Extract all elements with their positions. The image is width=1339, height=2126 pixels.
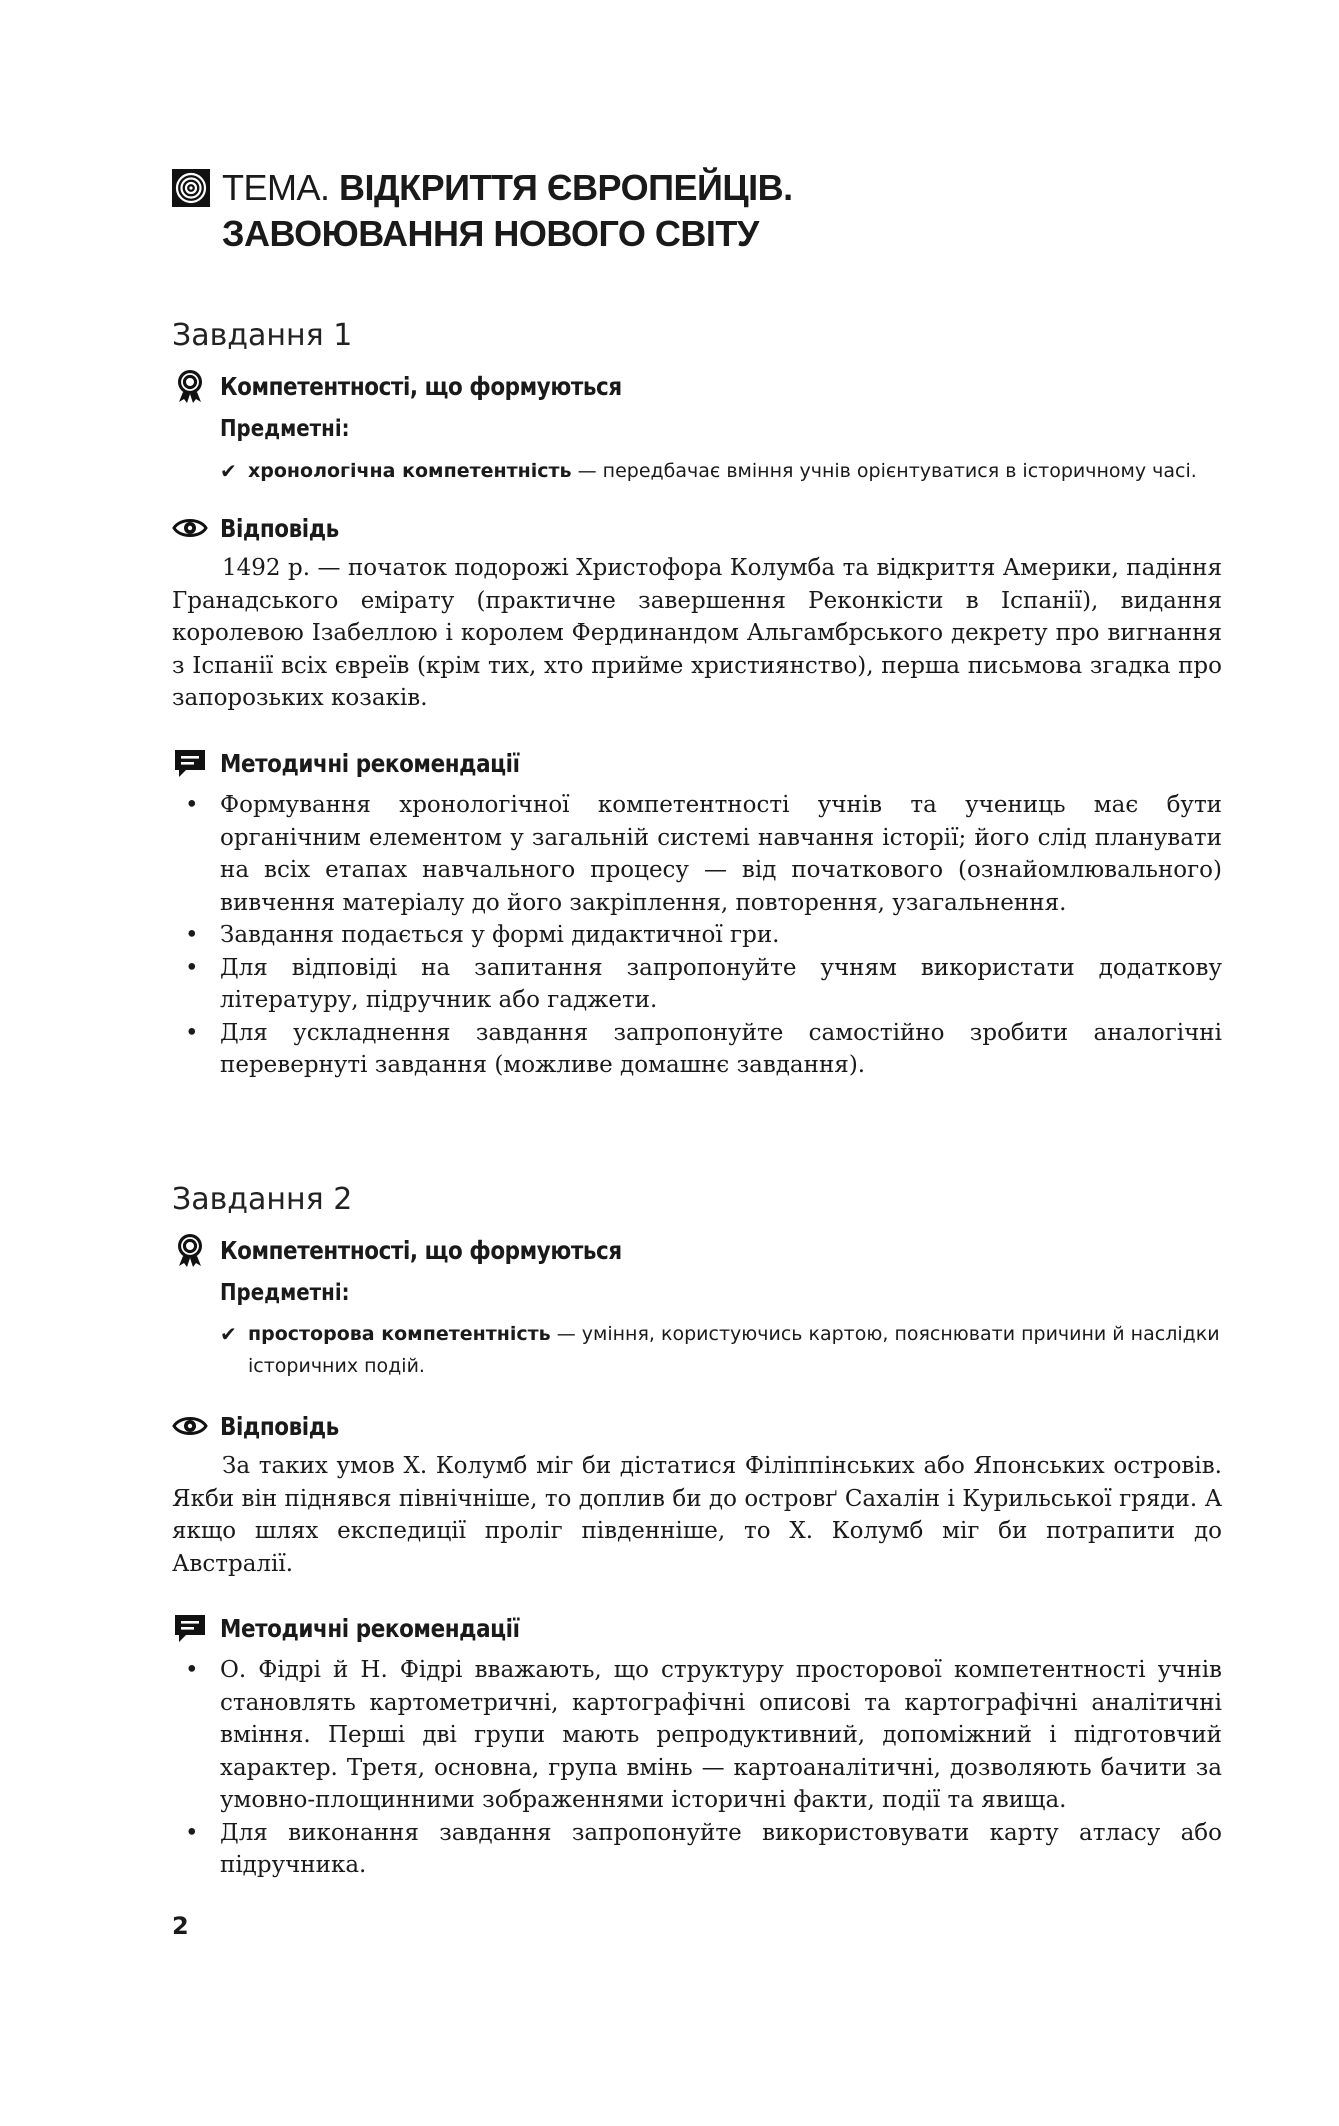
- methods-heading-text: Методичні рекомендації: [220, 1613, 520, 1643]
- list-item: • Для виконання завдання запропонуйте використовувати карту атласу або підручника.: [185, 1817, 1222, 1882]
- topic-prefix: ТЕМА.: [222, 167, 330, 208]
- subject-label: Предметні:: [220, 416, 350, 442]
- topic-header: [172, 165, 1172, 257]
- topic-title-line1: ВІДКРИТТЯ ЄВРОПЕЙЦІВ.: [339, 167, 793, 208]
- answer-heading-text: Відповідь: [220, 513, 339, 543]
- methods-heading-text: Методичні рекомендації: [220, 748, 520, 778]
- competence-item: [220, 1318, 1240, 1382]
- answer-heading-text: Відповідь: [220, 1411, 339, 1441]
- checkmark-icon: ✔: [220, 1322, 237, 1346]
- eye-icon: [172, 1408, 208, 1444]
- competences-heading-text: Компетентності, що формуються: [220, 1235, 622, 1265]
- list-item: • О. Фідрі й Н. Фідрі вважають, що структуру просторової компетентності учнів становлять картометричні, картографічні описові та картографічні аналітичні вміння. Перші дві групи мають репродуктивний, допоміжний і підготовчий характер. Третя, основна, група вмінь — картоаналітичні, дозволяють бачити за умовно-площинними зображеннями історичні факти, події та явища.: [185, 1654, 1222, 1817]
- methods-heading: [172, 1610, 568, 1646]
- eye-icon: [172, 510, 208, 546]
- award-ribbon-icon: [172, 368, 208, 404]
- competence-desc: — передбачає вміння учнів орієнтуватися в історичному часі.: [577, 460, 1197, 482]
- subject-label: Предметні:: [220, 1280, 350, 1306]
- task-title: Завдання 2: [172, 1182, 353, 1217]
- answer-heading: [172, 510, 358, 546]
- methods-list: [185, 789, 1222, 1082]
- task-title: Завдання 1: [172, 318, 353, 353]
- award-ribbon-icon: [172, 1232, 208, 1268]
- checkmark-icon: ✔: [220, 459, 237, 483]
- list-item: • Формування хронологічної компетентності учнів та учениць має бути органічним елементом у загальній системі навчання історії; його слід планувати на всіх етапах навчального процесу — від початкового (ознайомлювального) вивчення матеріалу до його закріплення, повторення, узагальнення.: [185, 789, 1222, 919]
- speech-bubble-icon: [172, 745, 208, 781]
- answer-heading: [172, 1408, 358, 1444]
- topic-title-line2: ЗАВОЮВАННЯ НОВОГО СВІТУ: [222, 213, 759, 254]
- methods-list: [185, 1654, 1222, 1882]
- competence-term: хронологічна компетентність: [248, 460, 572, 482]
- page-number: 2: [172, 1912, 189, 1940]
- competences-heading-text: Компетентності, що формуються: [220, 371, 622, 401]
- competences-heading: [172, 368, 687, 404]
- competence-desc: — уміння, користуючись картою, пояснювати причини й наслідки історичних подій.: [248, 1323, 1220, 1377]
- list-item: • Для відповіді на запитання запропонуйте учням використати додаткову літературу, підручник або гаджети.: [185, 952, 1222, 1017]
- list-item: • Для ускладнення завдання запропонуйте самостійно зробити аналогічні перевернуті завдання (можливе домашнє завдання).: [185, 1017, 1222, 1082]
- methods-heading: [172, 745, 568, 781]
- spiral-target-icon: [172, 169, 210, 207]
- competences-heading: [172, 1232, 687, 1268]
- answer-text: За таких умов Х. Колумб міг би дістатися Філіппінських або Японських островів. Якби він піднявся північніше, то доплив би до островґ Сахалін і Курильської гряди. А якщо шлях експедиції проліг південніше, то Х. Колумб міг би потрапити до Австралії.: [172, 1453, 1222, 1577]
- list-item: • Завдання подається у формі дидактичної гри.: [185, 919, 1222, 952]
- answer-text: 1492 р. — початок подорожі Христофора Колумба та відкриття Америки, падіння Гранадського емірату (практичне завершення Реконкісти в Іспанії), видання королевою Ізабеллою і королем Фердинандом Альгамбрського декрету про вигнання з Іспанії всіх євреїв (крім тих, хто прийме християнство), перша письмова згадка про запорозьких козаків.: [172, 555, 1222, 711]
- competence-term: просторова компетентність: [248, 1323, 551, 1345]
- speech-bubble-icon: [172, 1610, 208, 1646]
- competence-item: [220, 455, 1240, 487]
